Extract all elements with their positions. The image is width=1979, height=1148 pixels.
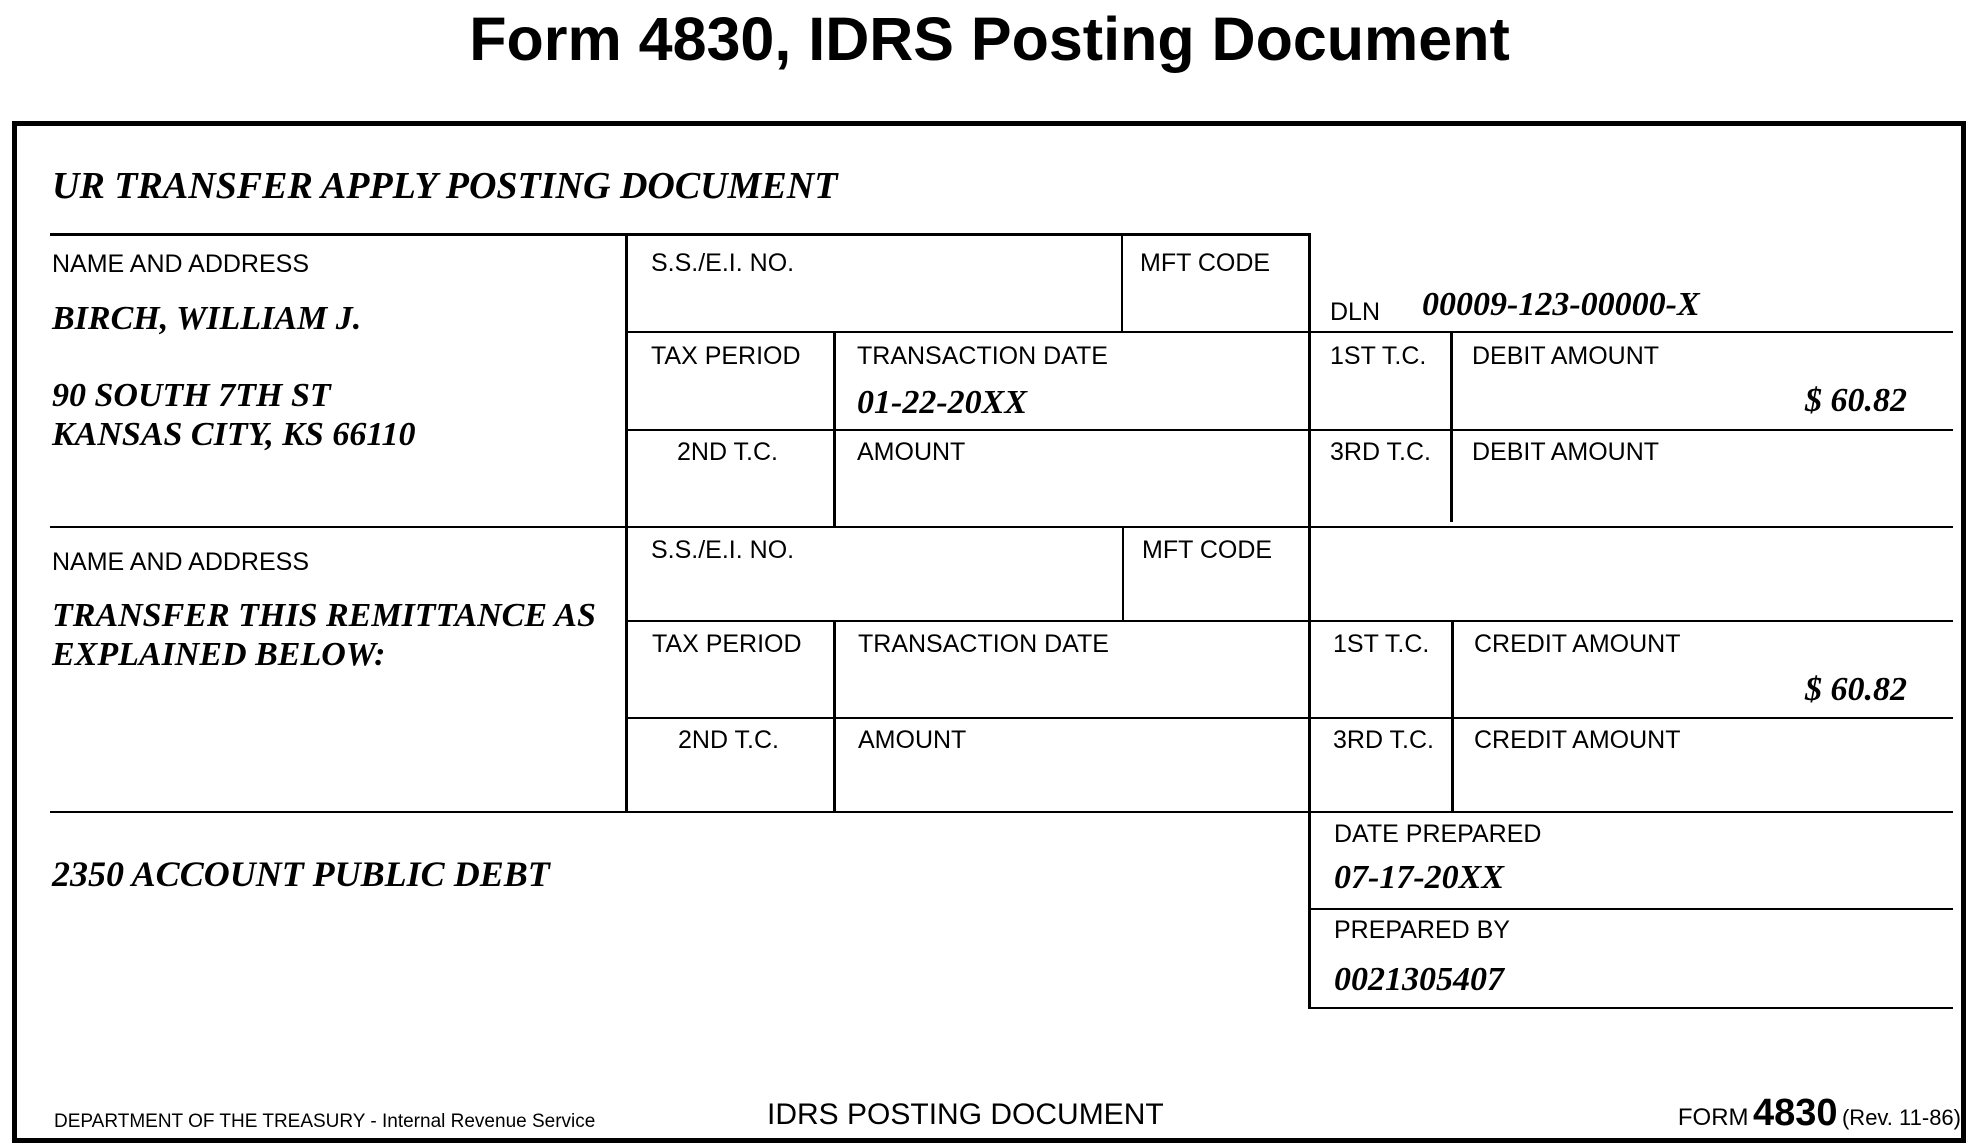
dln-value: 00009-123-00000-X: [1422, 286, 1700, 323]
address-line-2: KANSAS CITY, KS 66110: [52, 416, 416, 453]
grid-line: [1451, 620, 1454, 811]
grid-line: [50, 811, 1953, 813]
ssn-label: S.S./E.I. NO.: [651, 249, 795, 277]
credit-amount-2-label: CREDIT AMOUNT: [1474, 726, 1681, 754]
prepared-by-label: PREPARED BY: [1334, 916, 1510, 944]
third-tc-label-2: 3RD T.C.: [1333, 726, 1434, 754]
page-title: Form 4830, IDRS Posting Document: [469, 5, 1510, 73]
grid-line: [1308, 233, 1311, 1007]
debit-amount-label: DEBIT AMOUNT: [1472, 342, 1660, 370]
grid-line: [627, 620, 1953, 622]
address-line-1: 90 SOUTH 7TH ST: [52, 377, 331, 414]
footer-center-title: IDRS POSTING DOCUMENT: [767, 1098, 1164, 1131]
grid-line: [625, 233, 628, 811]
credit-amount-value: $ 60.82: [1805, 671, 1907, 708]
debit-amount-2-label: DEBIT AMOUNT: [1472, 438, 1660, 466]
amount-label-2: AMOUNT: [858, 726, 967, 754]
grid-line: [1121, 233, 1123, 331]
date-prepared-value: 07-17-20XX: [1334, 859, 1504, 896]
grid-line: [1308, 908, 1953, 910]
mft-code-label: MFT CODE: [1140, 249, 1271, 277]
grid-line: [1450, 331, 1453, 522]
footer-form-word: FORM: [1677, 1104, 1749, 1131]
remark-line-1: TRANSFER THIS REMITTANCE AS: [52, 597, 596, 634]
footer-form-id: [1678, 1092, 1961, 1135]
debit-amount-value: $ 60.82: [1805, 382, 1907, 419]
footer-revision: (Rev. 11-86): [1841, 1105, 1961, 1130]
grid-line: [50, 526, 1953, 528]
name-address-label: NAME AND ADDRESS: [52, 250, 310, 278]
grid-line: [1308, 1007, 1953, 1009]
footer-department: DEPARTMENT OF THE TREASURY - Internal Revenue Service: [54, 1111, 596, 1132]
transaction-date-label-2: TRANSACTION DATE: [858, 630, 1109, 658]
dln-label: DLN: [1330, 298, 1381, 326]
footer-form-number: 4830: [1752, 1092, 1838, 1134]
grid-line: [627, 331, 1953, 333]
tax-period-label-2: TAX PERIOD: [652, 630, 802, 658]
transaction-date-label: TRANSACTION DATE: [857, 342, 1108, 370]
amount-label: AMOUNT: [857, 438, 966, 466]
grid-line: [627, 717, 1953, 719]
tax-period-label: TAX PERIOD: [651, 342, 801, 370]
remark-line-2: EXPLAINED BELOW:: [52, 636, 386, 673]
credit-amount-label: CREDIT AMOUNT: [1474, 630, 1681, 658]
second-tc-label-2: 2ND T.C.: [678, 726, 779, 754]
prepared-by-value: 0021305407: [1334, 961, 1504, 998]
grid-line: [833, 331, 836, 527]
grid-line: [627, 429, 1953, 431]
first-tc-label: 1ST T.C.: [1330, 342, 1427, 370]
mft-code-label-2: MFT CODE: [1142, 536, 1273, 564]
ssn-label-2: S.S./E.I. NO.: [651, 536, 795, 564]
grid-line: [833, 620, 836, 811]
third-tc-label: 3RD T.C.: [1330, 438, 1431, 466]
grid-line: [1122, 526, 1124, 620]
account-note: 2350 ACCOUNT PUBLIC DEBT: [52, 854, 550, 894]
second-tc-label: 2ND T.C.: [677, 438, 778, 466]
name-address-label-2: NAME AND ADDRESS: [52, 548, 310, 576]
date-prepared-label: DATE PREPARED: [1334, 820, 1542, 848]
taxpayer-name: BIRCH, WILLIAM J.: [52, 300, 362, 337]
form-heading: UR TRANSFER APPLY POSTING DOCUMENT: [52, 165, 838, 207]
transaction-date-value: 01-22-20XX: [857, 384, 1027, 421]
first-tc-label-2: 1ST T.C.: [1333, 630, 1430, 658]
